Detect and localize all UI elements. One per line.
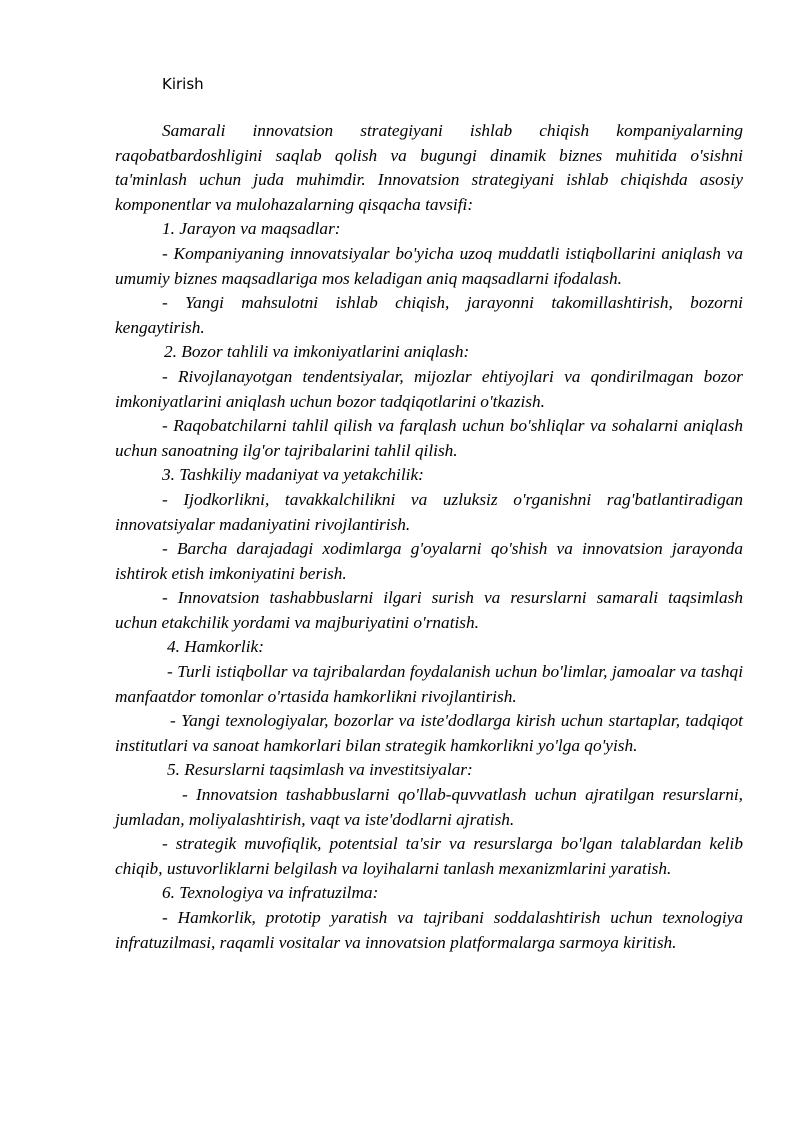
section-6-paragraph-1: - Hamkorlik, prototip yaratish va tajribani soddalashtirish uchun texnologiya infratuzilmasi, raqamli vositalar va innovatsion platformalarga sarmoya kiritish. — [115, 908, 743, 952]
section-1-paragraph-1: - Kompaniyaning innovatsiyalar bo'yicha uzoq muddatli istiqbollarini aniqlash va umumiy biznes maqsadlariga mos keladigan aniq maqsadlarni ifodalash. — [115, 243, 743, 288]
section-6-title: 6. Texnologiya va infratuzilma: — [162, 883, 379, 903]
section-4-paragraph-2: - Yangi texnologiyalar, bozorlar va iste'dodlarga kirish uchun startaplar, tadqiqot institutlari va sanoat hamkorlari bilan strategik hamkorlikni yo'lga qo'yish. — [115, 711, 743, 755]
section-2-paragraph-1: - Rivojlanayotgan tendentsiyalar, mijozlar ehtiyojlari va qondirilmagan bozor imkoniyatlarini aniqlash uchun bozor tadqiqotlarini o'tkazish. — [115, 366, 743, 411]
section-3-paragraph-3: - Innovatsion tashabbuslarni ilgari surish va resurslarni samarali taqsimlash uchun etakchilik yordami va majburiyatini o'rnatish. — [115, 588, 743, 632]
section-5-title: 5. Resurslarni taqsimlash va investitsiyalar: — [167, 760, 473, 780]
document-page — [115, 70, 743, 955]
section-5-paragraph-2: - strategik muvofiqlik, potentsial ta'sir va resurslarga bo'lgan talablardan kelib chiqib, ustuvorliklarni belgilash va loyihalarni tanlash mexanizmlarini yaratish. — [115, 834, 743, 878]
section-2-paragraph-2: - Raqobatchilarni tahlil qilish va farqlash uchun bo'shliqlar va sohalarni aniqlash uchun sanoatning ilg'or tajribalarini tahlil qilish. — [115, 416, 743, 460]
section-3-title: 3. Tashkiliy madaniyat va yetakchilik: — [162, 465, 424, 485]
section-5-paragraph-1: - Innovatsion tashabbuslarni qo'llab-quvvatlash uchun ajratilgan resurslarni, jumladan, moliyalashtirish, vaqt va iste'dodlarni ajratish. — [115, 785, 743, 829]
intro-paragraph: Samarali innovatsion strategiyani ishlab chiqish kompaniyalarning raqobatbardoshligini saqlab qolish va bugungi dinamik biznes muhitida o'sishni ta'minlash uchun juda muhimdir. Innovatsion strategiyani ishlab chiqishda asosiy komponentlar va mulohazalarning qisqacha tavsifi: — [115, 121, 743, 214]
section-4-paragraph-1: - Turli istiqbollar va tajribalardan foydalanish uchun bo'limlar, jamoalar va tashqi manfaatdor tomonlar o'rtasida hamkorlikni rivojlantirish. — [115, 662, 743, 706]
section-1-title: 1. Jarayon va maqsadlar: — [162, 219, 341, 239]
section-3-paragraph-2: - Barcha darajadagi xodimlarga g'oyalarni qo'shish va innovatsion jarayonda ishtirok etish imkoniyatini berish. — [115, 539, 743, 583]
section-3-paragraph-1: - Ijodkorlikni, tavakkalchilikni va uzluksiz o'rganishni rag'batlantiradigan innovatsiyalar madaniyatini rivojlantirish. — [115, 489, 743, 534]
section-2-title: 2. Bozor tahlili va imkoniyatlarini aniqlash: — [164, 342, 470, 362]
section-heading: Kirish — [162, 75, 204, 93]
section-4-title: 4. Hamkorlik: — [167, 637, 264, 657]
document-body — [115, 119, 743, 955]
section-1-paragraph-2: - Yangi mahsulotni ishlab chiqish, jarayonni takomillashtirish, bozorni kengaytirish. — [115, 293, 743, 337]
